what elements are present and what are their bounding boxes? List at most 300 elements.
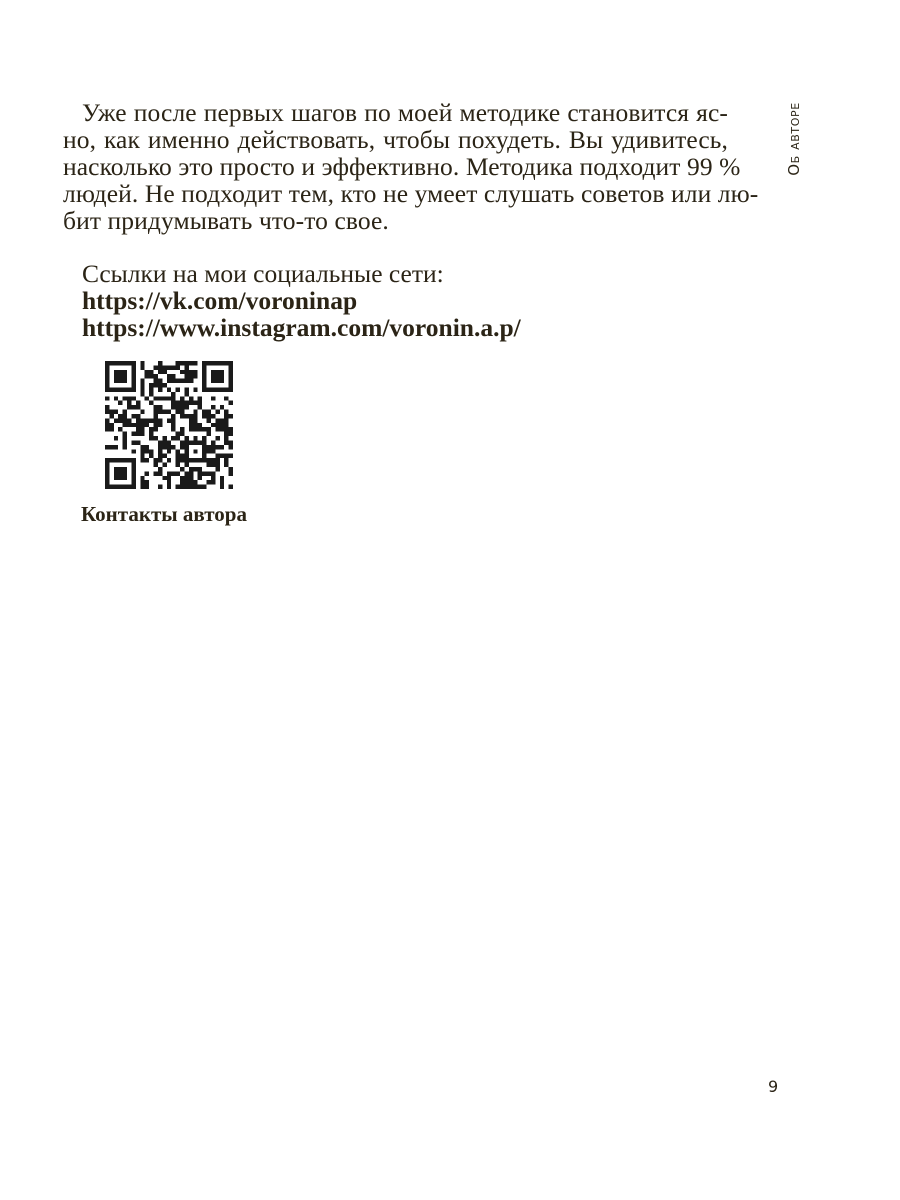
qr-module (131, 405, 135, 409)
qr-module (123, 396, 127, 400)
qr-module (220, 476, 224, 480)
qr-module (118, 467, 122, 471)
qr-module (202, 445, 206, 449)
qr-module (140, 379, 144, 383)
qr-module (131, 379, 135, 383)
qr-module (136, 432, 140, 436)
qr-module (109, 410, 113, 414)
qr-module (193, 440, 197, 444)
qr-module (198, 423, 202, 427)
qr-module (215, 454, 219, 458)
qr-module (189, 480, 193, 484)
qr-module (145, 374, 149, 378)
qr-module (158, 383, 162, 387)
qr-module (171, 401, 175, 405)
qr-module (229, 454, 233, 458)
qr-module (180, 440, 184, 444)
qr-module (131, 476, 135, 480)
qr-module (162, 476, 166, 480)
qr-module (171, 374, 175, 378)
qr-module (229, 485, 233, 489)
qr-module (127, 396, 131, 400)
qr-module (167, 476, 171, 480)
qr-module (140, 485, 144, 489)
qr-module (105, 427, 109, 431)
qr-module (158, 423, 162, 427)
qr-module (184, 401, 188, 405)
qr-module (207, 480, 211, 484)
qr-module (180, 476, 184, 480)
qr-module (229, 383, 233, 387)
qr-module (145, 449, 149, 453)
qr-module (211, 445, 215, 449)
qr-module (127, 401, 131, 405)
qr-module (224, 440, 228, 444)
qr-module (229, 370, 233, 374)
qr-module (149, 418, 153, 422)
qr-module (109, 445, 113, 449)
qr-module (176, 436, 180, 440)
qr-module (105, 458, 109, 462)
qr-module (123, 436, 127, 440)
qr-module (136, 418, 140, 422)
instagram-link[interactable]: https://www.instagram.com/voronin.a.p/ (82, 313, 521, 342)
qr-module (215, 436, 219, 440)
qr-module (202, 365, 206, 369)
qr-module (171, 379, 175, 383)
qr-module (149, 383, 153, 387)
qr-module (220, 370, 224, 374)
qr-module (154, 396, 158, 400)
qr-module (123, 432, 127, 436)
qr-module (171, 471, 175, 475)
qr-module (123, 414, 127, 418)
qr-module (118, 401, 122, 405)
qr-module (171, 423, 175, 427)
qr-module (202, 387, 206, 391)
qr-module (158, 471, 162, 475)
qr-module (224, 414, 228, 418)
qr-module (105, 480, 109, 484)
qr-module (180, 405, 184, 409)
qr-module (202, 410, 206, 414)
qr-module (123, 387, 127, 391)
qr-module (189, 471, 193, 475)
qr-module (162, 370, 166, 374)
qr-module (202, 379, 206, 383)
qr-module (127, 418, 131, 422)
qr-module (202, 454, 206, 458)
qr-module (198, 405, 202, 409)
qr-module (131, 458, 135, 462)
qr-module (162, 445, 166, 449)
qr-module (224, 418, 228, 422)
qr-module (114, 418, 118, 422)
qr-module (189, 440, 193, 444)
qr-module (123, 374, 127, 378)
qr-module (131, 471, 135, 475)
qr-module (220, 374, 224, 378)
qr-module (140, 361, 144, 365)
qr-module (145, 445, 149, 449)
qr-module (180, 467, 184, 471)
qr-module (123, 423, 127, 427)
qr-module (109, 387, 113, 391)
qr-module (127, 387, 131, 391)
qr-module (105, 370, 109, 374)
qr-module (131, 440, 135, 444)
qr-module (109, 423, 113, 427)
qr-module (105, 374, 109, 378)
qr-module (154, 418, 158, 422)
qr-module (167, 374, 171, 378)
qr-module (140, 432, 144, 436)
qr-module (145, 396, 149, 400)
qr-module (114, 445, 118, 449)
qr-module (224, 410, 228, 414)
qr-module (220, 454, 224, 458)
qr-module (229, 401, 233, 405)
qr-module (136, 427, 140, 431)
qr-module (207, 387, 211, 391)
qr-module (118, 458, 122, 462)
qr-module (114, 396, 118, 400)
qr-module (123, 485, 127, 489)
qr-module (229, 387, 233, 391)
qr-module (207, 414, 211, 418)
qr-module (158, 485, 162, 489)
qr-module (189, 361, 193, 365)
qr-module (123, 379, 127, 383)
qr-module (224, 396, 228, 400)
qr-module (140, 410, 144, 414)
qr-module (193, 374, 197, 378)
qr-module (167, 379, 171, 383)
qr-module (215, 387, 219, 391)
qr-module (171, 396, 175, 400)
qr-module (193, 370, 197, 374)
qr-module (154, 458, 158, 462)
qr-module (215, 458, 219, 462)
qr-module (131, 365, 135, 369)
qr-module (215, 418, 219, 422)
qr-module (123, 471, 127, 475)
qr-module (123, 410, 127, 414)
qr-module (224, 387, 228, 391)
qr-module (114, 370, 118, 374)
qr-module (224, 427, 228, 431)
qr-module (220, 423, 224, 427)
paragraph-line: бит придумывать что-то свое. (63, 206, 389, 235)
qr-module (127, 405, 131, 409)
qr-module (229, 432, 233, 436)
qr-module (162, 463, 166, 467)
qr-module (118, 427, 122, 431)
qr-module (123, 440, 127, 444)
qr-module (145, 471, 149, 475)
qr-module (105, 463, 109, 467)
qr-module (207, 471, 211, 475)
qr-module (105, 471, 109, 475)
qr-module (158, 379, 162, 383)
qr-module (158, 440, 162, 444)
qr-module (176, 432, 180, 436)
qr-module (184, 476, 188, 480)
social-links (82, 260, 521, 341)
qr-module (154, 427, 158, 431)
qr-module (176, 365, 180, 369)
qr-module (176, 361, 180, 365)
qr-module (154, 379, 158, 383)
qr-module (189, 396, 193, 400)
qr-module (105, 410, 109, 414)
qr-module (202, 485, 206, 489)
qr-module (215, 463, 219, 467)
qr-module (180, 485, 184, 489)
page-number: 9 (768, 1077, 779, 1096)
qr-module (149, 401, 153, 405)
qr-module (123, 418, 127, 422)
qr-module (118, 370, 122, 374)
qr-module (127, 485, 131, 489)
qr-module (123, 458, 127, 462)
qr-module (158, 449, 162, 453)
qr-module (114, 387, 118, 391)
qr-module (220, 387, 224, 391)
qr-caption: Контакты автора (81, 502, 247, 526)
qr-module (154, 365, 158, 369)
qr-module (114, 485, 118, 489)
qr-module (127, 423, 131, 427)
qr-module (220, 427, 224, 431)
qr-module (145, 423, 149, 427)
qr-module (215, 370, 219, 374)
qr-module (207, 445, 211, 449)
qr-module (215, 445, 219, 449)
qr-module (131, 480, 135, 484)
qr-module (198, 476, 202, 480)
qr-module (136, 405, 140, 409)
qr-module (184, 405, 188, 409)
qr-module (154, 423, 158, 427)
qr-module (180, 414, 184, 418)
qr-module (123, 476, 127, 480)
qr-module (184, 454, 188, 458)
qr-module (189, 476, 193, 480)
qr-module (154, 410, 158, 414)
qr-module (114, 467, 118, 471)
qr-module (149, 436, 153, 440)
qr-module (154, 414, 158, 418)
qr-module (220, 379, 224, 383)
qr-module (202, 370, 206, 374)
qr-module (171, 414, 175, 418)
qr-module (211, 361, 215, 365)
qr-module (189, 423, 193, 427)
qr-module (176, 449, 180, 453)
qr-module (229, 361, 233, 365)
qr-module (189, 458, 193, 462)
qr-module (162, 383, 166, 387)
qr-module (180, 410, 184, 414)
qr-module (220, 445, 224, 449)
qr-module (114, 410, 118, 414)
qr-module (198, 401, 202, 405)
qr-module (229, 471, 233, 475)
qr-module (211, 414, 215, 418)
qr-module (211, 463, 215, 467)
qr-module (127, 458, 131, 462)
qr-module (189, 414, 193, 418)
qr-module (114, 361, 118, 365)
qr-module (198, 458, 202, 462)
qr-module (105, 361, 109, 365)
qr-module (140, 480, 144, 484)
qr-module (109, 485, 113, 489)
qr-module (123, 445, 127, 449)
qr-module (211, 379, 215, 383)
qr-module (105, 476, 109, 480)
qr-module (189, 370, 193, 374)
qr-module (131, 370, 135, 374)
qr-module (193, 480, 197, 484)
qr-module (184, 440, 188, 444)
qr-module (193, 458, 197, 462)
paragraph-line: но, как именно действовать, чтобы похудеть. Вы удивитесь, (63, 125, 728, 154)
qr-module (158, 365, 162, 369)
qr-module (131, 361, 135, 365)
qr-module (207, 432, 211, 436)
qr-module (171, 392, 175, 396)
qr-module (220, 418, 224, 422)
qr-module (158, 410, 162, 414)
qr-module (162, 365, 166, 369)
qr-module (162, 436, 166, 440)
qr-module (224, 432, 228, 436)
qr-module (198, 427, 202, 431)
qr-module (118, 379, 122, 383)
qr-module (118, 471, 122, 475)
qr-module (180, 445, 184, 449)
qr-module (105, 396, 109, 400)
qr-module (140, 427, 144, 431)
qr-module (229, 365, 233, 369)
qr-module (149, 427, 153, 431)
qr-module (158, 467, 162, 471)
qr-module (118, 476, 122, 480)
qr-module (176, 410, 180, 414)
qr-module (131, 396, 135, 400)
qr-module (193, 401, 197, 405)
vk-link[interactable]: https://vk.com/voroninap (82, 286, 358, 315)
qr-module (114, 458, 118, 462)
qr-module (215, 467, 219, 471)
qr-module (167, 365, 171, 369)
qr-module (140, 365, 144, 369)
qr-module (140, 418, 144, 422)
qr-module (131, 387, 135, 391)
qr-module (211, 458, 215, 462)
qr-module (136, 414, 140, 418)
qr-module (211, 476, 215, 480)
qr-module (149, 387, 153, 391)
qr-module (207, 458, 211, 462)
qr-module (189, 374, 193, 378)
paragraph-line: людей. Не подходит тем, кто не умеет слушать советов или лю- (63, 179, 759, 208)
qr-module (105, 418, 109, 422)
qr-module (184, 365, 188, 369)
qr-module (184, 370, 188, 374)
qr-module (180, 370, 184, 374)
qr-module (176, 401, 180, 405)
qr-module (202, 436, 206, 440)
qr-module (105, 445, 109, 449)
qr-module (229, 414, 233, 418)
qr-module (123, 370, 127, 374)
qr-module (105, 405, 109, 409)
qr-module (167, 410, 171, 414)
qr-module (189, 485, 193, 489)
qr-module (176, 471, 180, 475)
qr-module (118, 387, 122, 391)
qr-module (198, 485, 202, 489)
qr-module (184, 374, 188, 378)
social-links-lead: Ссылки на мои социальные сети: (82, 259, 444, 288)
qr-module (198, 471, 202, 475)
qr-module (198, 467, 202, 471)
qr-module (207, 427, 211, 431)
paragraph-line: Уже после первых шагов по моей методике становится яс- (82, 98, 728, 127)
qr-module (189, 427, 193, 431)
qr-module (193, 436, 197, 440)
qr-module (215, 427, 219, 431)
qr-module (105, 379, 109, 383)
qr-module (105, 387, 109, 391)
qr-module (211, 374, 215, 378)
qr-module (207, 361, 211, 365)
qr-module (202, 471, 206, 475)
qr-module (220, 361, 224, 365)
qr-module (189, 379, 193, 383)
qr-module (229, 427, 233, 431)
qr-module (224, 361, 228, 365)
qr-module (114, 476, 118, 480)
qr-module (184, 379, 188, 383)
qr-module (154, 374, 158, 378)
qr-module (176, 387, 180, 391)
qr-module (229, 467, 233, 471)
qr-module (184, 449, 188, 453)
qr-module (145, 370, 149, 374)
qr-module (105, 365, 109, 369)
qr-module (149, 432, 153, 436)
qr-module (176, 463, 180, 467)
qr-module (118, 361, 122, 365)
qr-module (140, 445, 144, 449)
qr-module (202, 440, 206, 444)
qr-module (220, 485, 224, 489)
qr-module (176, 485, 180, 489)
qr-module (193, 467, 197, 471)
qr-module (180, 427, 184, 431)
qr-module (184, 387, 188, 391)
qr-module (211, 396, 215, 400)
qr-module (220, 405, 224, 409)
qr-module (131, 449, 135, 453)
qr-module (202, 427, 206, 431)
qr-module (229, 445, 233, 449)
qr-module (193, 410, 197, 414)
